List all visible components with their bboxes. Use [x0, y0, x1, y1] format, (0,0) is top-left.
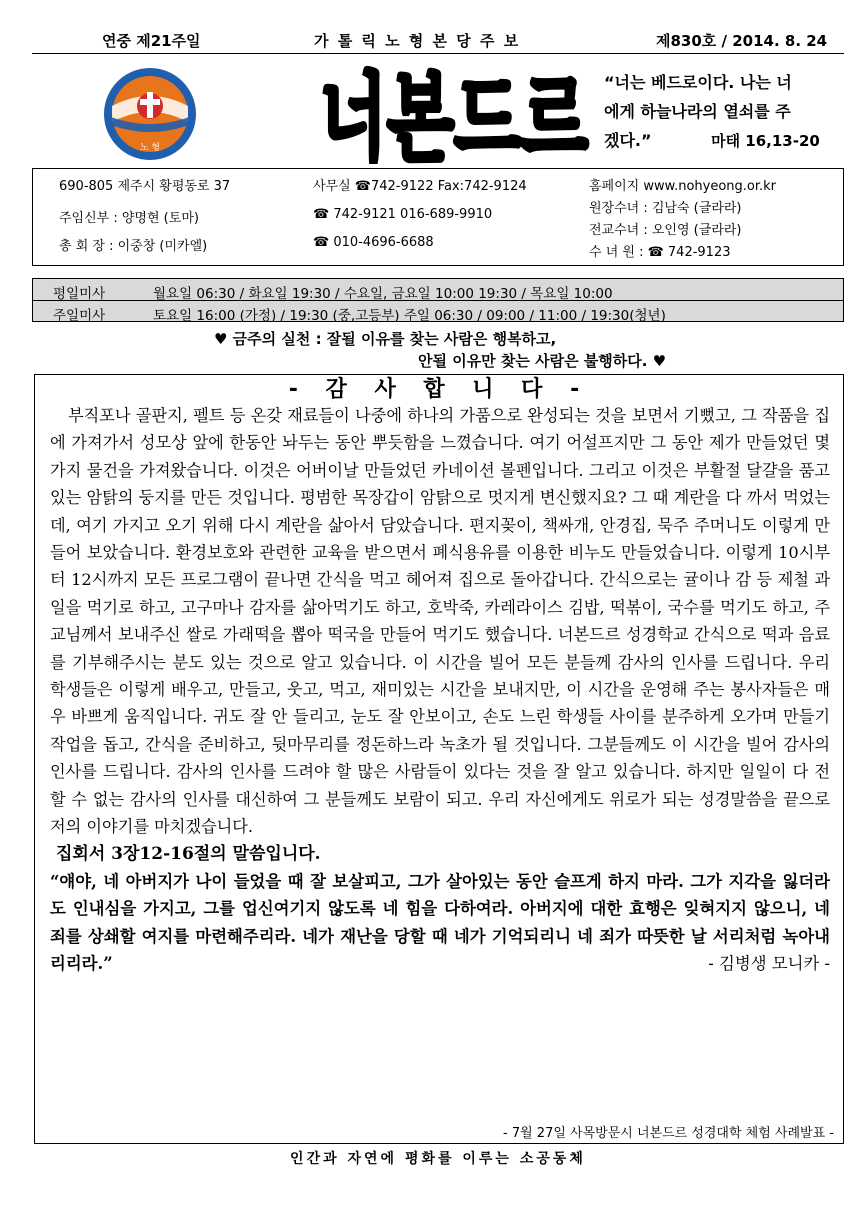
weekday-mass-times: 월요일 06:30 / 화요일 19:30 / 수요일, 금요일 10:00 19:30 / 목요일 10:00 [153, 286, 613, 302]
quote-reference: 마태 16,13-20 [711, 132, 820, 150]
pastor: 주임신부 : 양명현 (토마) [59, 211, 199, 226]
quote-line-3: 겠다.” [604, 131, 652, 150]
masthead-title [318, 64, 590, 164]
svg-text:노 형: 노 형 [139, 143, 161, 153]
logo-emblem-icon [102, 66, 198, 162]
header-rule [32, 53, 844, 54]
article-footnote: - 7월 27일 사목방문시 너본드르 성경대학 체험 사례발표 - [503, 1126, 834, 1141]
missionary-sister: 전교수녀 : 오인영 (글라라) [589, 223, 742, 238]
sunday-mass-row [33, 301, 843, 322]
address: 690-805 제주시 황평동로 37 [59, 179, 231, 194]
superior-sister: 원장수녀 : 김남숙 (글라라) [589, 201, 742, 216]
quote-line-2: 에게 하늘나라의 열쇠를 주 [604, 102, 791, 121]
president-phone: ☎ 010-4696-6688 [313, 235, 434, 250]
publication-name: 가 톨 릭 노 형 본 당 주 보 [314, 32, 521, 50]
pastor-phone: ☎ 742-9121 016-689-9910 [313, 207, 493, 222]
article-body [50, 402, 830, 978]
homepage: 홈페이지 www.nohyeong.or.kr [589, 179, 777, 194]
article-paragraph: 부직포나 골판지, 펠트 등 온갖 재료들이 나중에 하나의 가품으로 완성되는 것을 보면서 기뻤고, 그 작품을 집에 가져가서 성모상 앞에 한동안 놔두는 동안 뿌듯함을 느꼈습니다. 여기 어설프지만 그 동안 제가 만들었던 몇 가지 물건을 가져왔습니다. 이것은 어버이날 만들었던 카네이션 볼펜입니다. 그리고 이것은 부활절 달걀을 품고 있는 암탉의 둥지를 만든 것입니다. 평범한 목장갑이 암탉으로 멋지게 변신했지요? 그 때 계란을 다 까서 먹었는데, 여기 가지고 오기 위해 다시 계란을 삶아서 담았습니다. 편지꽂이, 책싸개, 안경집, 묵주 주머니도 이렇게 만들어 보았습니다. 환경보호와 관련한 교육을 받으면서 폐식용유를 이용한 비누도 만들었습니다. 이렇게 10시부터 12시까지 모든 프로그램이 끝나면 간식을 먹고 헤어져 집으로 돌아갑니다. 간식으로는 귤이나 감 등 제철 과일을 먹기로 하고, 고구마나 감자를 삶아먹기도 하고, 호박죽, 카레라이스 김밥, 떡볶이, 국수를 먹기도 하고, 주교님께서 보내주신 쌀로 가래떡을 뽑아 떡국을 만들어 먹기도 했습니다. 너본드르 성경학교 간식으로 떡과 음료를 기부해주시는 분도 있는 것으로 알고 있습니다. 이 시간을 빌어 모든 분들께 감사의 인사를 드립니다. 우리 학생들은 이렇게 배우고, 만들고, 웃고, 먹고, 재미있는 시간을 보내지만, 이 시간을 운영해 주는 봉사자들은 매우 바쁘게 움직입니다. 귀도 잘 안 들리고, 눈도 잘 안보이고, 손도 느린 학생들 사이를 분주하게 오가며 만들기 작업을 돕고, 간식을 준비하고, 뒷마무리를 정돈하느라 녹초가 될 것입니다. 그분들께도 이 시간을 빌어 감사의 인사를 드립니다. 감사의 인사를 드려야 할 많은 사람들이 있다는 것을 잘 알고 있습니다. 하지만 일일이 다 전할 수 없는 감사의 인사를 대신하여 그 분들께도 보람이 되고. 우리 자신에게도 위로가 되는 성경말씀을 끝으로 저의 이야기를 마치겠습니다. [50, 406, 830, 837]
quote-line-1: “너는 베드로이다. 나는 너 [604, 73, 792, 92]
scripture-text: “얘야, 네 아버지가 나이 들었을 때 잘 보살피고, 그가 살아있는 동안 슬프게 하지 마라. 그가 지각을 잃더라도 인내심을 가지고, 그를 업신여기지 않도록 네 힘을 다하여라. 아버지에 대한 효행은 잊혀지지 않으니, 네 죄를 상쇄할 여지를 마련해주리라. 네가 재난을 당할 때 네가 기억되리니 네 죄가 따뜻한 날 서리처럼 녹아내리리라.” [50, 871, 830, 974]
motto-line-2: 안될 이유만 찾는 사람은 불행하다. ♥ [418, 352, 667, 370]
sunday-mass-times: 토요일 16:00 (가정) / 19:30 (중,고등부) 주일 06:30 / 09:00 / 11:00 / 19:30(청년) [153, 308, 666, 324]
weekday-mass-label: 평일미사 [53, 286, 106, 302]
mass-schedule [32, 278, 844, 322]
quote-line-3-row [604, 126, 850, 156]
motto-line-1: ♥ 금주의 실천 : 잘될 이유를 찾는 사람은 행복하고, [214, 330, 557, 348]
office-phone: 사무실 ☎742-9122 Fax:742-9124 [313, 179, 527, 194]
parish-logo [102, 66, 198, 162]
scripture-intro: 집회서 3장12-16절의 말씀입니다. [56, 843, 321, 864]
article-title: - 감 사 합 니 다 - [288, 377, 590, 402]
council-president: 총 회 장 : 이중창 (미카엘) [59, 239, 208, 254]
issue-left: 연중 제21주일 [102, 32, 201, 50]
weekly-quote [604, 68, 850, 156]
issue-header [32, 30, 844, 52]
parish-info-box [32, 168, 844, 266]
masthead-text: 너본드르 [320, 64, 589, 164]
weekday-mass-row [33, 279, 843, 301]
scripture-quote [50, 868, 830, 978]
issue-right: 제830호 / 2014. 8. 24 [656, 32, 828, 50]
article-author: - 김병생 모니카 - [708, 954, 830, 974]
convent-phone: 수 녀 원 : ☎ 742-9123 [589, 245, 731, 260]
footer-slogan: 인간과 자연에 평화를 이루는 소공동체 [290, 1151, 586, 1167]
sunday-mass-label: 주일미사 [53, 308, 106, 324]
